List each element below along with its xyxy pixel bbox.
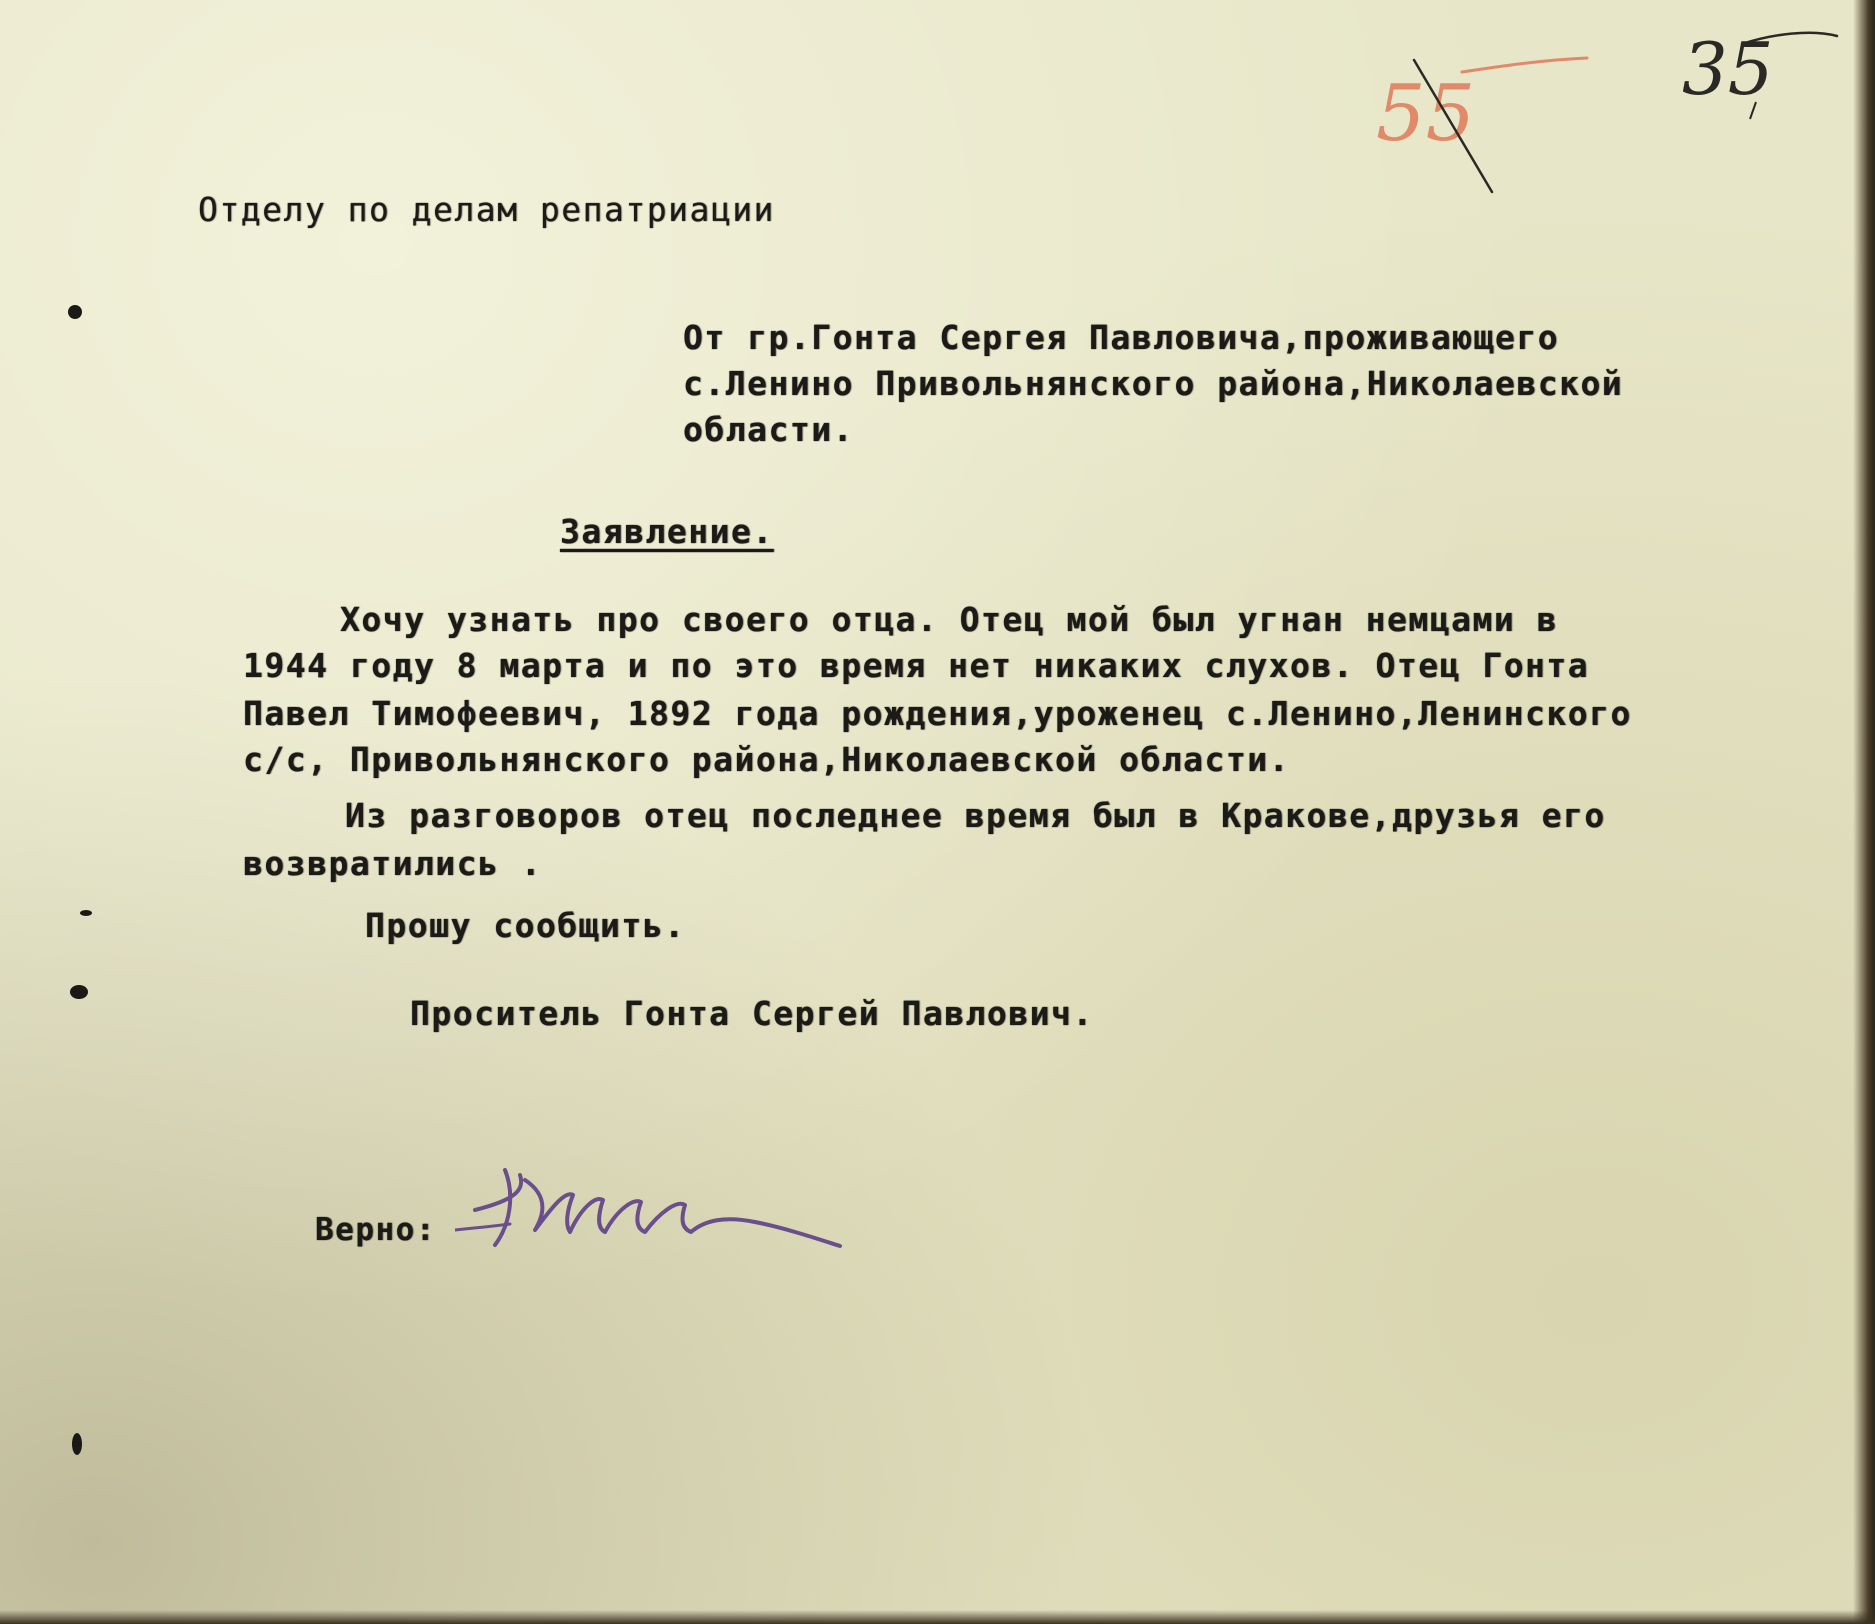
petitioner-line: Проситель Гонта Сергей Павлович. [410,994,1094,1033]
sender-line-3: области. [683,410,854,449]
folio-number [1672,14,1842,124]
document-heading: Заявление. [560,512,774,551]
body-line-3: Павел Тимофеевич, 1892 года рождения,уроженец с.Ленино,Ленинского [243,694,1632,733]
sender-line-1: От гр.Гонта Сергея Павловича,проживающего [683,318,1560,357]
body-line-5: Из разговоров отец последнее время был в Кракове,друзья его [345,796,1606,835]
svg-text:55: 55 [1376,69,1476,159]
addressee-line: Отделу по делам репатриации [198,190,775,229]
body-line-1: Хочу узнать про своего отца. Отец мой был угнан немцами в [340,600,1558,639]
handwritten-signature [455,1150,845,1260]
svg-text:35: 35 [1682,27,1774,111]
margin-speck [68,305,82,319]
body-line-6: возвратились . [243,844,543,883]
body-line-4: с/с, Привольнянского района,Николаевской области. [243,740,1291,779]
verified-label: Верно: [315,1212,436,1248]
page-edge-right [1853,0,1875,1624]
sender-line-2: с.Ленино Привольнянского района,Николаевской [683,364,1624,403]
crossed-out-folio-number [1352,40,1592,200]
request-line: Прошу сообщить. [365,906,686,945]
page-edge-bottom [0,1610,1875,1624]
body-line-2: 1944 году 8 марта и по это время нет никаких слухов. Отец Гонта [243,646,1590,685]
margin-speck [70,985,88,999]
margin-speck [72,1433,82,1455]
margin-speck [80,910,92,916]
